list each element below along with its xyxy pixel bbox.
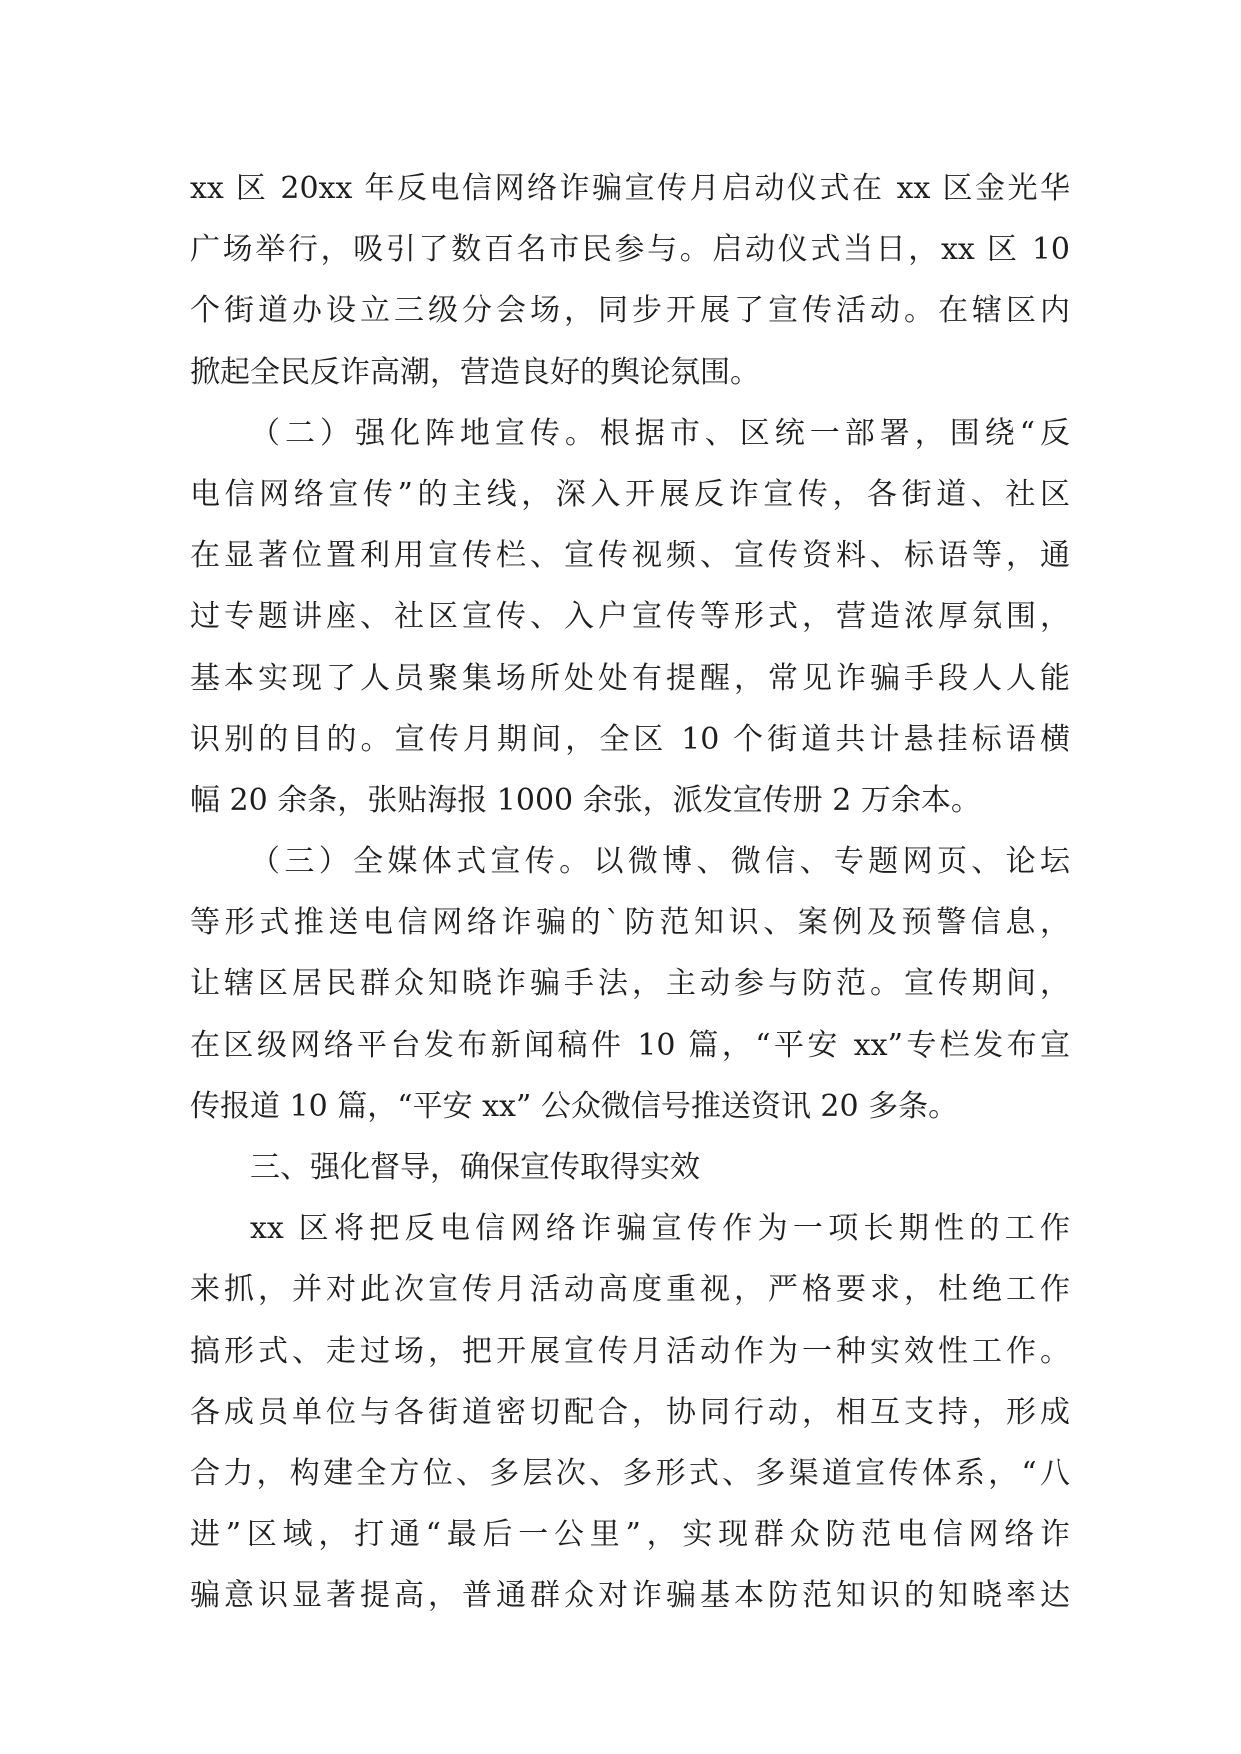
text-line: 搞形式、走过场，把开展宣传月活动作为一种实效性工作。 bbox=[190, 1333, 1070, 1369]
text-line: （三）全媒体式宣传。以微博、微信、专题网页、论坛 bbox=[250, 844, 1070, 880]
text-line: 掀起全民反诈高潮，营造良好的舆论氛围。 bbox=[190, 354, 760, 390]
text-line: 各成员单位与各街道密切配合，协同行动，相互支持，形成 bbox=[190, 1394, 1070, 1430]
text-line: 过专题讲座、社区宣传、入户宣传等形式，营造浓厚氛围， bbox=[190, 599, 1070, 635]
text-line: xx 区 20xx 年反电信网络诈骗宣传月启动仪式在 xx 区金光华 bbox=[190, 171, 1070, 206]
text-line: 基本实现了人员聚集场所处处有提醒，常见诈骗手段人人能 bbox=[190, 660, 1070, 696]
text-line: 三、强化督导，确保宣传取得实效 bbox=[250, 1150, 700, 1185]
text-line: 电信网络宣传”的主线，深入开展反诈宣传，各街道、社区 bbox=[190, 476, 1070, 512]
text-line: 进”区域，打通“最后一公里”，实现群众防范电信网络诈 bbox=[190, 1517, 1070, 1553]
text-line: xx 区将把反电信网络诈骗宣传作为一项长期性的工作 bbox=[250, 1211, 1070, 1247]
text-line: 幅 20 余条，张贴海报 1000 余张，派发宣传册 2 万余本。 bbox=[190, 782, 981, 818]
text-line: 在区级网络平台发布新闻稿件 10 篇，“平安 xx”专栏发布宣 bbox=[190, 1027, 1070, 1063]
text-line: 骗意识显著提高，普通群众对诈骗基本防范知识的知晓率达 bbox=[190, 1578, 1070, 1614]
document-body bbox=[190, 158, 1070, 1627]
text-line: 在显著位置利用宣传栏、宣传视频、宣传资料、标语等，通 bbox=[190, 538, 1070, 574]
text-line: （二）强化阵地宣传。根据市、区统一部署，围绕“反 bbox=[250, 415, 1070, 451]
text-line: 等形式推送电信网络诈骗的`防范知识、案例及预警信息， bbox=[190, 905, 1070, 941]
text-line: 识别的目的。宣传月期间，全区 10 个街道共计悬挂标语横 bbox=[190, 721, 1070, 757]
text-line: 让辖区居民群众知晓诈骗手法，主动参与防范。宣传期间， bbox=[190, 966, 1070, 1002]
text-line: 来抓，并对此次宣传月活动高度重视，严格要求，杜绝工作 bbox=[190, 1272, 1070, 1308]
text-line: 合力，构建全方位、多层次、多形式、多渠道宣传体系，“八 bbox=[190, 1455, 1070, 1491]
text-line: 广场举行，吸引了数百名市民参与。启动仪式当日，xx 区 10 bbox=[190, 232, 1070, 268]
text-line: 传报道 10 篇，“平安 xx” 公众微信号推送资讯 20 多条。 bbox=[190, 1088, 959, 1124]
text-line: 个街道办设立三级分会场，同步开展了宣传活动。在辖区内 bbox=[190, 293, 1070, 329]
